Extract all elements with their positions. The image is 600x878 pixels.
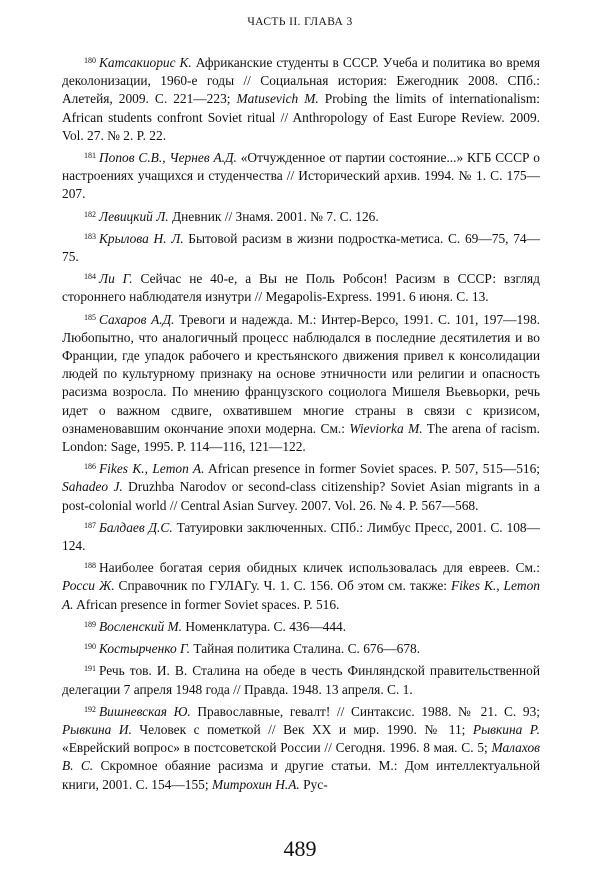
footnote-text: Православные, гевалт! // Синтаксис. 1988. № 21. С. 93; — [190, 703, 540, 719]
footnote-author: Fikes K., Lemon A. — [62, 578, 540, 612]
footnote-author: Митрохин Н.А. — [211, 776, 300, 792]
footnote-183 — [62, 228, 540, 266]
footnote-text: Номенклатура. С. 436—444. — [182, 618, 347, 634]
footnote-author: Сахаров А.Д. — [99, 311, 175, 327]
footnote-text: Наиболее богатая серия обидных кличек использовалась для евреев. См.: — [99, 560, 540, 576]
footnote-number: 182 — [84, 209, 96, 219]
footnote-author: Попов С.В., Чернев А.Д. — [99, 150, 237, 166]
footnote-text: «Еврейский вопрос» в постсоветской России // Сегодня. 1996. 8 мая. С. 5; — [62, 740, 492, 756]
footnotes-list — [62, 52, 540, 796]
footnote-author: Вишневская Ю. — [99, 703, 191, 719]
footnote-text: «Отчужденное от партии состояние...» КГБ СССР о настроениях учащихся и студенчества // Исторический архив. 1994. № 1. С. 175—207. — [62, 150, 540, 202]
footnote-189 — [62, 616, 540, 636]
footnote-author: Fikes K., Lemon A. — [99, 461, 205, 477]
footnote-text: Probing the limits of internationalism: African students confront Soviet ritual // Anthropology of East Europe Review. 2009. Vol. 27. № 2. P. 22. — [62, 91, 540, 143]
running-head: ЧАСТЬ II. ГЛАВА 3 — [247, 16, 353, 28]
footnote-text: Дневник // Знамя. 2001. № 7. С. 126. — [168, 208, 379, 224]
footnote-author: Sahadeo J. — [62, 479, 123, 495]
footnote-number: 183 — [84, 231, 96, 241]
footnote-author: Костырченко Г. — [99, 641, 191, 657]
footnote-author: Рывкина И. — [62, 721, 132, 737]
footnote-180 — [62, 52, 540, 145]
footnote-number: 188 — [84, 561, 96, 571]
footnote-number: 189 — [84, 619, 96, 629]
footnote-author: Малахов В. С. — [62, 740, 540, 774]
footnote-author: Рывкина Р. — [472, 721, 540, 737]
footnote-text: Человек с пометкой // Век XX и мир. 1990. № 11; — [131, 721, 473, 737]
footnote-text: Скромное обаяние расизма и другие статьи. М.: Дом интеллектуальной книги, 2001. С. 154—155; — [62, 758, 540, 792]
footnote-184 — [62, 268, 540, 306]
footnote-text: Сейчас не 40-е, а Вы не Поль Робсон! Расизм в СССР: взгляд стороннего наблюдателя изнутри // Megapolis-Express. 1991. 6 июня. С. 13. — [62, 271, 540, 305]
footnote-number: 187 — [84, 520, 96, 530]
footnote-text: Рус- — [299, 776, 328, 792]
footnote-text: Речь тов. И. В. Сталина на обеде в честь Финляндской правительственной делегации 7 апреля 1948 года // Правда. 1948. 13 апреля. С. 1. — [62, 663, 540, 697]
footnote-number: 186 — [84, 462, 96, 472]
footnote-text: Тревоги и надежда. М.: Интер-Версо, 1991. С. 101, 197—198. Любопытно, что аналогичный процесс наблюдался в последние десятилетия и во Франции, где упадок рабочего и крестьянского движения привел к консолидации людей по культурному признаку на основе этничности или религии и опасность расизма возросла. По мнению французского социолога Мишеля Вьевьорки, речь идет о важном сдвиге, охватившем многие страны в связи с кризисом, ознаменовавшим окончание эпохи модерна. См.: — [62, 311, 540, 436]
footnote-191 — [62, 660, 540, 698]
page-number: 489 — [283, 836, 317, 861]
footnote-number: 192 — [84, 704, 96, 714]
footnote-number: 180 — [84, 56, 96, 65]
footnote-author: Росси Ж. — [62, 578, 115, 594]
footnote-190 — [62, 638, 540, 658]
footnote-text: Тайная политика Сталина. С. 676—678. — [190, 641, 421, 657]
footnote-author: Балдаев Д.С. — [99, 519, 173, 535]
footnote-author: Левицкий Л. — [99, 208, 169, 224]
footnote-number: 190 — [84, 642, 96, 652]
footnote-text: Африканские студенты в СССР. Учеба и политика во время деколонизации, 1960-е годы // Социальная история: Ежегодник 2008. СПб.: Алетейя, 2009. С. 221—223; — [62, 55, 540, 107]
footnote-text: Справочник по ГУЛАГу. Ч. 1. С. 156. Об этом см. также: — [114, 578, 451, 594]
footnote-text: Бытовой расизм в жизни подростка-метиса. С. 69—75, 74—75. — [62, 230, 540, 265]
footnote-182 — [62, 206, 540, 226]
footnote-text: African presence in former Soviet spaces. P. 516. — [73, 596, 340, 612]
footnote-author: Крылова Н. Л. — [99, 230, 184, 246]
footnote-text: Druzhba Narodov or second-class citizenship? Soviet Asian migrants in a post-colonial world // Central Asian Survey. 2007. Vol. 26. № 4. P. 567—568. — [62, 479, 540, 513]
footnote-author: Катсакиорис К. — [99, 55, 192, 70]
footnote-author: Matusevich M. — [236, 91, 319, 107]
footnote-number: 184 — [84, 272, 96, 282]
footnote-author: Wieviorka M. — [349, 420, 423, 436]
footnote-text: Татуировки заключенных. СПб.: Лимбус Пресс, 2001. С. 108—124. — [62, 519, 540, 554]
footnote-text: The arena of racism. London: Sage, 1995. P. 114—116, 121—122. — [62, 420, 540, 455]
footnote-number: 185 — [84, 312, 96, 322]
footnote-188 — [62, 557, 540, 614]
footnote-192 — [62, 701, 540, 794]
footnote-186 — [62, 458, 540, 515]
footnote-185 — [62, 309, 540, 457]
footnote-181 — [62, 147, 540, 204]
footnote-number: 181 — [84, 151, 96, 161]
footnote-text: African presence in former Soviet spaces. P. 507, 515—516; — [204, 461, 541, 477]
footnote-author: Восленский М. — [99, 618, 183, 634]
footnote-number: 191 — [84, 664, 96, 674]
footnote-author: Ли Г. — [99, 271, 133, 287]
footnote-187 — [62, 517, 540, 555]
